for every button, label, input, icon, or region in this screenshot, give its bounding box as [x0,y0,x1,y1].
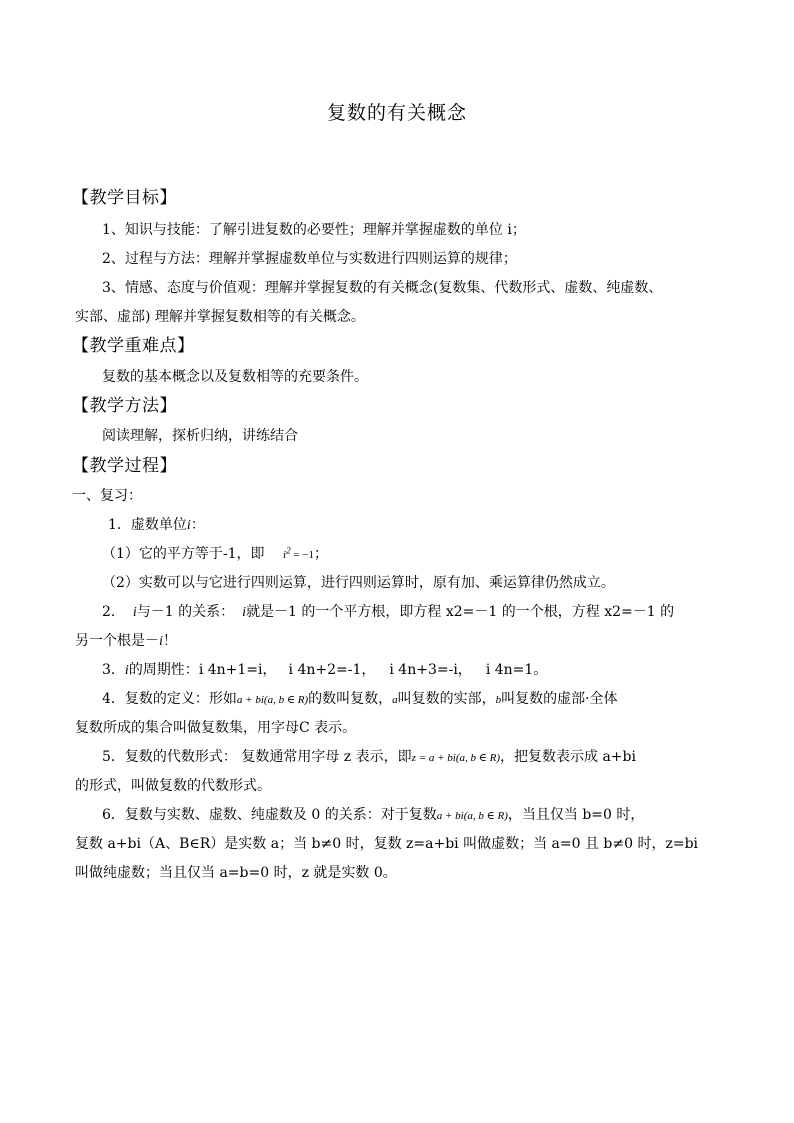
goal-item-3-cont: 实部、虚部) 理解并掌握复数相等的有关概念。 [75,309,365,325]
point-1a: （1）它的平方等于-1，即 $i^2 = -1$； [102,545,328,562]
section-heading-process: 【教学过程】 [72,456,177,476]
formula-algebraic-form: z = a + bi(a, b ∈ R) [411,752,501,764]
section-heading-methods: 【教学方法】 [72,396,177,416]
goal-item-2: 2、过程与方法：理解并掌握虚数单位与实数进行四则运算的规律； [102,251,517,267]
page-title: 复数的有关概念 [326,102,467,124]
point-6-cont-1: 复数 a+bi（A、B∈R）是实数 a；当 b≠0 时，复数 z=a+bi 叫做虚数；当 a=0 且 b≠0 时，z=bi [75,836,699,852]
section-heading-goals: 【教学目标】 [72,188,177,208]
review-label: 一、复习： [72,488,142,504]
point-3: 3．i的周期性：i 4n+1=i， i 4n+2=-1， i 4n+3=-i， i 4n=1。 [102,662,548,678]
formula-complex-def: a + bi(a, b ∈ R) [236,694,309,706]
section-heading-keypoints: 【教学重难点】 [72,336,195,356]
formula-complex-relation: a + bi(a, b ∈ R) [436,810,508,822]
point-1-label: 1．虚数单位i： [108,517,205,533]
point-1b: （2）实数可以与它进行四则运算，进行四则运算时，原有加、乘运算律仍然成立。 [102,575,615,591]
goal-item-3: 3、情感、态度与价值观：理解并掌握复数的有关概念(复数集、代数形式、虚数、纯虚数、 [102,280,663,296]
keypoints-text: 复数的基本概念以及复数相等的充要条件。 [102,369,368,385]
var-i: i [186,518,191,533]
point-6-cont-2: 叫做纯虚数；当且仅当 a=b=0 时，z 就是实数 0。 [75,865,397,881]
point-5: 5．复数的代数形式： 复数通常用字母 z 表示，即z = a + bi(a, b ∈ R)，把复数表示成 a+bi [102,749,636,765]
point-4-cont: 复数所成的集合叫做复数集，用字母C 表示。 [75,720,357,736]
formula-i-squared: $i^2 = -1$ [283,545,314,561]
point-2: 2． i与－1 的关系： i就是－1 的一个平方根，即方程 x2=－1 的一个根，方程 x2=－1 的 [102,604,675,620]
goal-item-1: 1、知识与技能：了解引进复数的必要性；理解并掌握虚数的单位 i； [102,222,526,238]
point-6: 6．复数与实数、虚数、纯虚数及 0 的关系：对于复数a + bi(a, b ∈ R)，当且仅当 b=0 时， [102,807,645,823]
point-5-cont: 的形式，叫做复数的代数形式。 [75,778,271,794]
methods-text: 阅读理解，探析归纳，讲练结合 [102,428,298,444]
point-4: 4．复数的定义：形如a + bi(a, b ∈ R)的数叫复数，a叫复数的实部，b叫复数的虚部·全体 [102,691,618,707]
point-2-cont: 另一个根是－i！ [75,633,177,649]
